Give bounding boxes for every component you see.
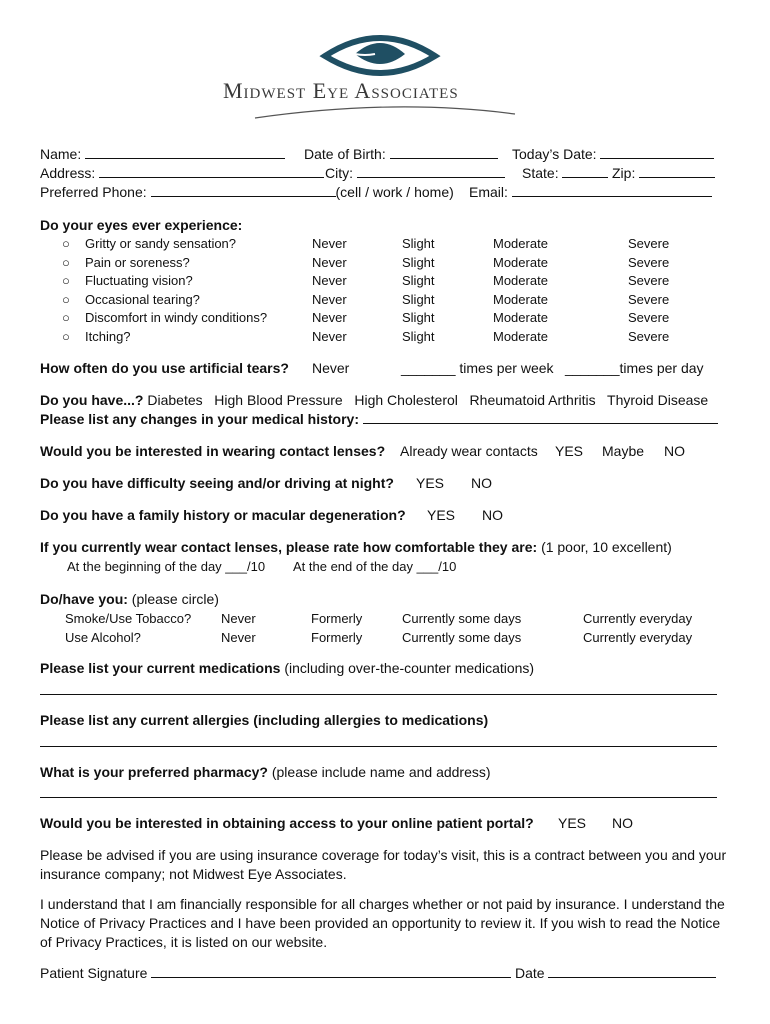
symptom-option-moderate[interactable]: Moderate [493,236,548,251]
email-field[interactable]: Email: [469,185,712,199]
pharmacy-line[interactable] [40,797,717,798]
portal-yes-option[interactable]: YES [558,815,587,831]
condition-diabetes[interactable]: Diabetes [147,392,203,408]
symptom-option-never[interactable]: Never [312,273,347,288]
macular-yes-option[interactable]: YES [427,507,456,523]
phone-field[interactable]: Preferred Phone: (cell / work / home) [40,184,454,200]
habit-label: Smoke/Use Tobacco? [65,611,192,626]
contact-comfort-question: If you currently wear contact lenses, please rate how comfortable they are: [40,539,538,555]
symptom-option-never[interactable]: Never [312,328,347,344]
portal-question: Would you be interested in obtaining access to your online patient portal? [40,815,534,831]
symptom-label: Itching? [85,328,131,344]
address-field[interactable]: Address: [40,166,324,180]
tears-never-option[interactable]: Never [312,360,350,376]
medications-heading: Please list your current medications (including over-the-counter medications) [40,660,535,676]
bullet-icon: ○ [62,254,70,270]
contact-comfort-scale: (1 poor, 10 excellent) [541,539,672,555]
symptom-option-moderate[interactable]: Moderate [493,273,548,288]
symptom-option-slight[interactable]: Slight [402,254,435,270]
symptom-option-severe[interactable]: Severe [628,254,670,270]
contacts-maybe-option[interactable]: Maybe [602,443,645,459]
macular-question: Do you have a family history or macular degeneration? [40,507,406,523]
insurance-notice: Please be advised if you are using insurance coverage for today’s visit, this is a contract between you and your insurance company; not Midwest Eye Associates. [40,847,727,882]
habit-option[interactable]: Never [221,629,256,645]
contacts-interest-question: Would you be interested in wearing contact lenses? [40,443,386,459]
symptom-option-severe[interactable]: Severe [628,328,670,344]
city-field[interactable]: City: [325,166,505,180]
conditions-question: Do you have...? [40,392,144,408]
signature-date-field[interactable]: Date [515,966,716,980]
condition-high-cholesterol[interactable]: High Cholesterol [354,392,458,408]
contacts-yes-option[interactable]: YES [555,443,584,459]
logo-text: Midwest Eye Associates [223,78,459,103]
name-field[interactable]: Name: [40,147,285,161]
habit-option[interactable]: Currently everyday [583,611,693,626]
habit-option[interactable]: Formerly [311,611,363,626]
bullet-icon: ○ [62,273,70,288]
medications-line[interactable] [40,694,717,695]
symptom-option-never[interactable]: Never [312,236,347,251]
signature-field[interactable]: Patient Signature [40,966,511,980]
state-field[interactable]: State: [522,166,608,180]
financial-notice: I understand that I am financially responsible for all charges whether or not paid by insurance. I understand the Notice of Privacy Practices and I have been provided an opportunity to review it. If you wish to read the Notice of Privacy Practices, it is listed on our website. [40,896,725,950]
contact-comfort-row [40,540,672,554]
habit-option[interactable]: Currently some days [402,629,522,645]
bullet-icon: ○ [62,328,70,344]
eyes-heading: Do your eyes ever experience: [40,217,243,233]
contacts-no-option[interactable]: NO [664,443,685,459]
condition-rheumatoid-arthritis[interactable]: Rheumatoid Arthritis [469,392,596,408]
symptom-option-never[interactable]: Never [312,291,347,307]
symptom-option-severe[interactable]: Severe [628,310,670,325]
habit-option[interactable]: Currently some days [402,611,522,626]
symptom-option-never[interactable]: Never [312,310,347,325]
symptom-option-slight[interactable]: Slight [402,310,435,325]
allergies-heading: Please list any current allergies (including allergies to medications) [40,712,489,728]
eye-logo-icon [215,28,545,123]
night-driving-yes-option[interactable]: YES [416,475,445,491]
symptom-option-never[interactable]: Never [312,254,347,270]
symptom-option-slight[interactable]: Slight [402,236,435,251]
night-driving-no-option[interactable]: NO [471,475,492,491]
condition-thyroid-disease[interactable]: Thyroid Disease [607,392,709,408]
symptom-option-moderate[interactable]: Moderate [493,254,548,270]
todays-date-field[interactable]: Today’s Date: [512,147,714,161]
symptom-label: Discomfort in windy conditions? [85,310,268,325]
dob-field[interactable]: Date of Birth: [304,147,498,161]
bullet-icon: ○ [62,310,70,325]
tears-question: How often do you use artificial tears? [40,360,289,376]
zip-field[interactable]: Zip: [612,166,715,180]
comfort-end-field[interactable]: At the end of the day ___/10 [293,559,457,574]
habit-option[interactable]: Currently everyday [583,629,693,645]
habit-option[interactable]: Formerly [311,629,363,645]
symptom-label: Gritty or sandy sensation? [85,236,237,251]
symptom-option-severe[interactable]: Severe [628,236,670,251]
habits-heading: Do/have you: (please circle) [40,591,219,607]
bullet-icon: ○ [62,236,70,251]
logo [215,28,545,123]
allergies-line[interactable] [40,746,717,747]
contacts-already-option[interactable]: Already wear contacts [400,443,538,459]
symptom-label: Fluctuating vision? [85,273,193,288]
symptom-option-slight[interactable]: Slight [402,291,435,307]
symptom-label: Occasional tearing? [85,291,200,307]
symptom-option-slight[interactable]: Slight [402,328,435,344]
habit-label: Use Alcohol? [65,629,141,645]
medical-history-field[interactable]: Please list any changes in your medical history: [40,412,718,426]
habit-option[interactable]: Never [221,611,256,626]
symptom-option-moderate[interactable]: Moderate [493,310,548,325]
pharmacy-heading: What is your preferred pharmacy? (please include name and address) [40,764,491,780]
tears-per-day-field[interactable]: _______times per day [565,360,704,376]
night-driving-question: Do you have difficulty seeing and/or driving at night? [40,475,394,491]
symptom-option-severe[interactable]: Severe [628,273,670,288]
symptom-option-slight[interactable]: Slight [402,273,435,288]
macular-no-option[interactable]: NO [482,507,503,523]
bullet-icon: ○ [62,291,70,307]
symptom-option-severe[interactable]: Severe [628,291,670,307]
comfort-beginning-field[interactable]: At the beginning of the day ___/10 [67,559,266,574]
symptom-option-moderate[interactable]: Moderate [493,291,548,307]
conditions-row [40,393,708,407]
portal-no-option[interactable]: NO [612,815,633,831]
condition-high-blood-pressure[interactable]: High Blood Pressure [214,392,343,408]
tears-per-week-field[interactable]: _______ times per week [401,360,554,376]
symptom-label: Pain or soreness? [85,254,190,270]
symptom-option-moderate[interactable]: Moderate [493,328,548,344]
